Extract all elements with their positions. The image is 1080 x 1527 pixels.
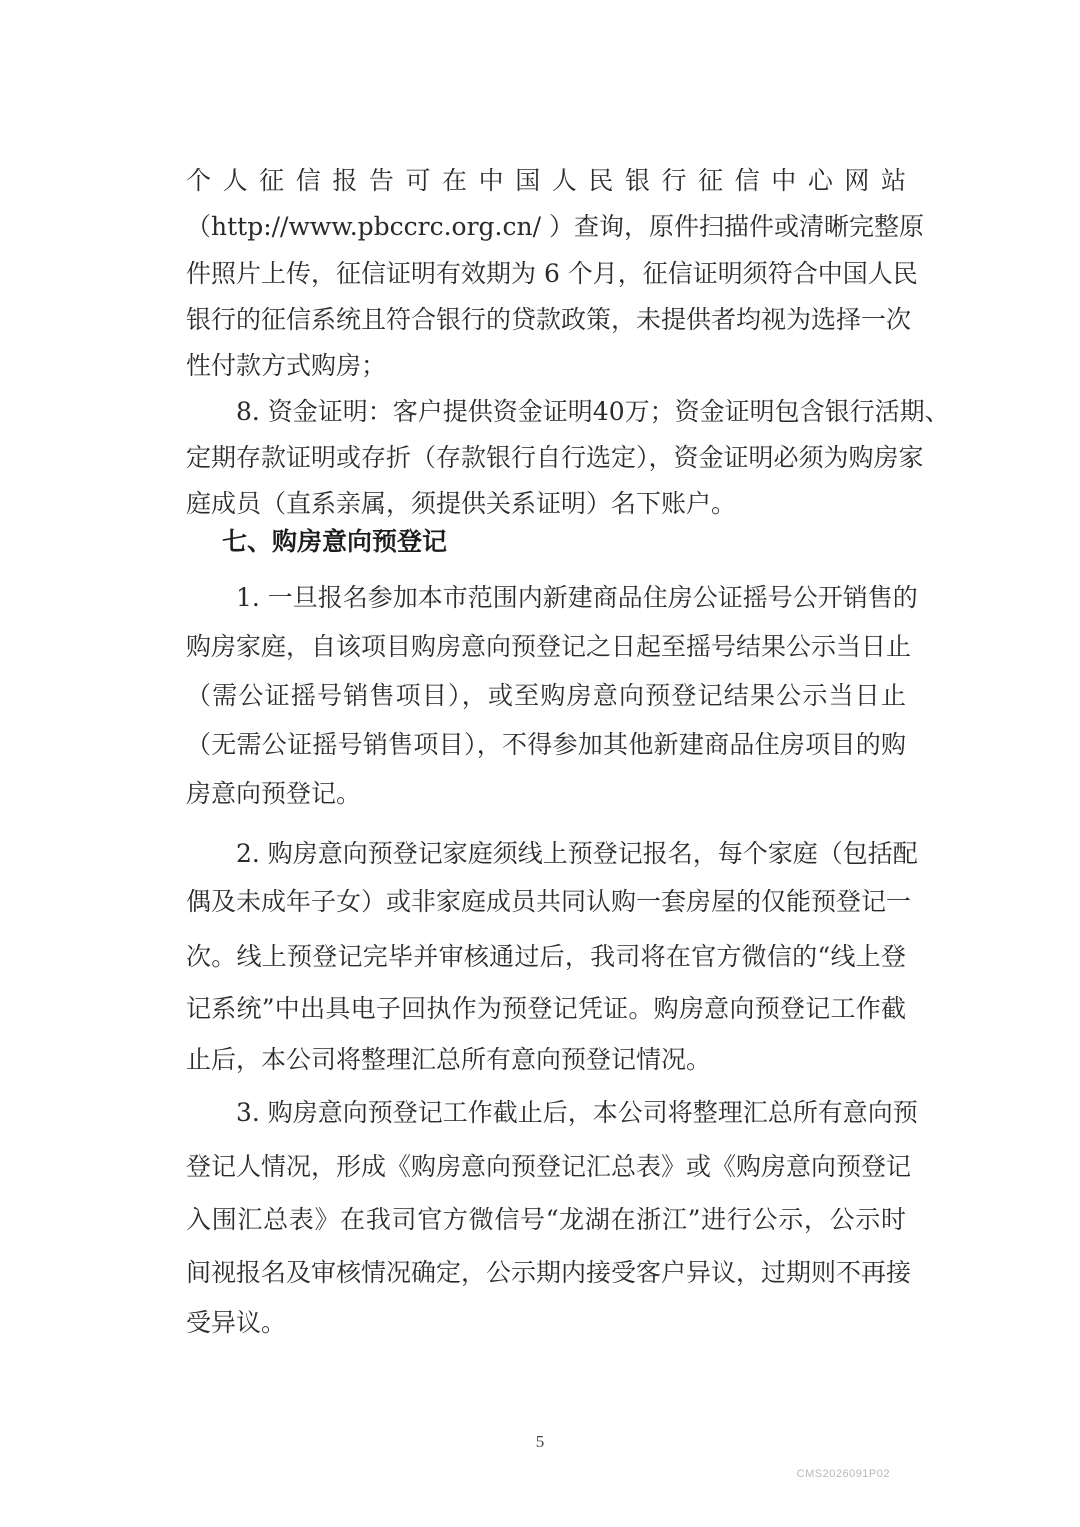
text-line: 银行的征信系统且符合银行的贷款政策，未提供者均视为选择一次 — [186, 305, 912, 334]
text-line: （无需公证摇号销售项目），不得参加其他新建商品住房项目的购 — [186, 730, 906, 759]
text-line: 购房家庭，自该项目购房意向预登记之日起至摇号结果公示当日止 — [186, 632, 912, 661]
page-number: 5 — [535, 1432, 545, 1451]
text-line: 次。线上预登记完毕并审核通过后，我司将在官方微信的“线上登 — [186, 942, 906, 971]
text-line: 8. 资金证明：客户提供资金证明40万；资金证明包含银行活期、 — [236, 397, 950, 426]
text-line: 间视报名及审核情况确定，公示期内接受客户异议，过期则不再接 — [186, 1258, 912, 1287]
text-line: 入围汇总表》在我司官方微信号“龙湖在浙江”进行公示，公示时 — [186, 1205, 906, 1234]
text-line: 3. 购房意向预登记工作截止后，本公司将整理汇总所有意向预 — [236, 1098, 918, 1127]
text-line: 件照片上传，征信证明有效期为 6 个月，征信证明须符合中国人民 — [186, 259, 918, 288]
text-line: 受异议。 — [186, 1308, 287, 1337]
text-line: 定期存款证明或存折（存款银行自行选定），资金证明必须为购房家 — [186, 443, 924, 472]
text-line: 性付款方式购房； — [186, 351, 387, 380]
text-line: 个人征信报告可在中国人民银行征信中心网站 — [186, 166, 906, 195]
document-code: CMS2026091P02 — [796, 1468, 890, 1480]
text-line: （http://www.pbccrc.org.cn/ ）查询，原件扫描件或清晰完整原 — [186, 212, 924, 241]
text-line: 记系统”中出具电子回执作为预登记凭证。购房意向预登记工作截 — [186, 994, 906, 1023]
text-line: 偶及未成年子女）或非家庭成员共同认购一套房屋的仅能预登记一 — [186, 887, 912, 916]
text-line: 1. 一旦报名参加本市范围内新建商品住房公证摇号公开销售的 — [236, 583, 918, 612]
text-line: 2. 购房意向预登记家庭须线上预登记报名，每个家庭（包括配 — [236, 839, 918, 868]
text-line: 止后，本公司将整理汇总所有意向预登记情况。 — [186, 1045, 712, 1074]
text-line: （需公证摇号销售项目），或至购房意向预登记结果公示当日止 — [186, 681, 906, 710]
text-line: 房意向预登记。 — [186, 779, 362, 808]
text-line: 庭成员（直系亲属，须提供关系证明）名下账户。 — [186, 489, 737, 518]
section-heading: 七、购房意向预登记 — [222, 527, 448, 556]
text-line: 登记人情况，形成《购房意向预登记汇总表》或《购房意向预登记 — [186, 1152, 912, 1181]
